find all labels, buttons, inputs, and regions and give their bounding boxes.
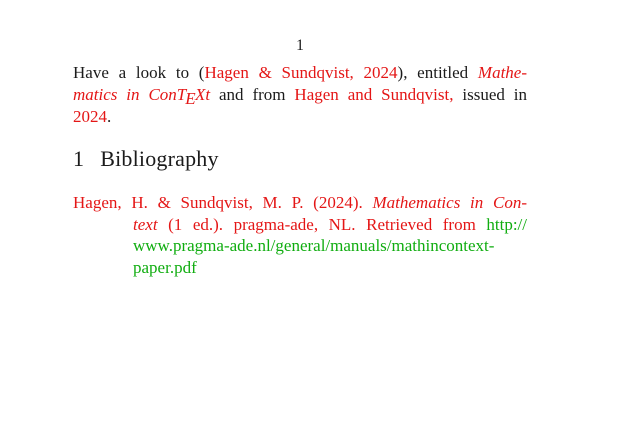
text-line (73, 62, 527, 84)
text-segment: . (107, 107, 112, 126)
text-line (73, 192, 527, 214)
text-line (73, 106, 527, 128)
bib-title: Mathematics in Con- (372, 193, 527, 212)
book-title-link[interactable]: Xt (194, 85, 211, 104)
text-segment: Have a look to ( (73, 63, 205, 82)
page-number: 1 (296, 37, 304, 54)
section-heading (73, 146, 219, 172)
citation-link[interactable]: Hagen and Sundqvist, (294, 85, 454, 104)
url-link[interactable]: www.pragma-ade.nl/general/manuals/mathincontext- (133, 236, 495, 255)
text-line (73, 214, 527, 236)
bibliography-entry (73, 192, 527, 278)
section-number: 1 (73, 146, 85, 171)
book-title-link-tex-e[interactable]: E (185, 88, 196, 108)
book-title-link[interactable]: matics in ConT (73, 85, 187, 104)
url-link[interactable]: http:// (486, 214, 527, 234)
citation-link[interactable]: Hagen & Sundqvist, 2024 (204, 63, 398, 82)
citation-link[interactable]: 2024 (73, 107, 107, 126)
url-link[interactable]: paper.pdf (133, 257, 197, 277)
section-title: Bibliography (100, 146, 219, 171)
text-line (73, 257, 527, 279)
bib-authors-year: Hagen, H. & Sundqvist, M. P. (2024). (73, 193, 373, 212)
bib-publisher: (1 ed.). pragma-ade, NL. Retrieved from (157, 214, 487, 234)
bib-title: text (133, 214, 158, 234)
intro-paragraph (73, 62, 527, 128)
text-segment: and from (210, 85, 295, 104)
text-line (73, 84, 527, 106)
text-line (73, 235, 527, 257)
book-title-link[interactable]: Mathe- (477, 63, 527, 82)
text-segment: ), entitled (397, 63, 478, 82)
text-segment: issued in (453, 85, 528, 104)
